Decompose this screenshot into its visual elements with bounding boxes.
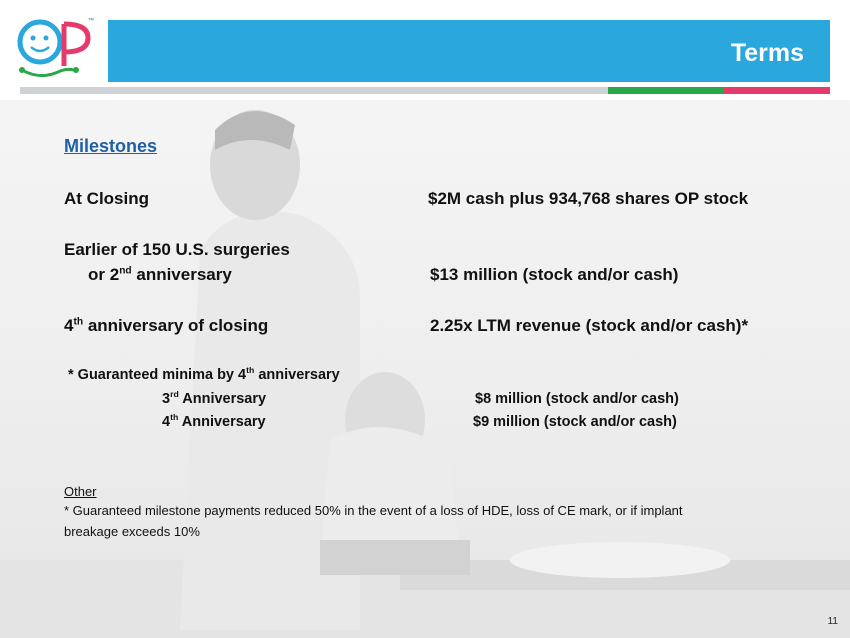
- fourth-anniversary-label: 4th anniversary of closing: [64, 316, 269, 335]
- fourth-anniversary-row-label: 4th Anniversary: [162, 412, 266, 430]
- other-note-line2: breakage exceeds 10%: [64, 524, 200, 539]
- closing-label: At Closing: [64, 189, 149, 208]
- fourth-anniversary-row-value: $9 million (stock and/or cash): [473, 414, 677, 430]
- earlier-value: $13 million (stock and/or cash): [430, 265, 679, 284]
- fourth-anniversary-value: 2.25x LTM revenue (stock and/or cash)*: [430, 316, 749, 335]
- other-note-line1: * Guaranteed milestone payments reduced 50% in the event of a loss of HDE, loss of CE mark, or if implant: [64, 503, 683, 518]
- closing-value: $2M cash plus 934,768 shares OP stock: [428, 189, 749, 208]
- third-anniversary-label: 3rd Anniversary: [162, 389, 267, 407]
- page-title: Terms: [730, 39, 804, 67]
- earlier-label-line2: or 2nd anniversary: [88, 265, 232, 284]
- guarantee-note: * Guaranteed minima by 4th anniversary: [68, 365, 340, 383]
- third-anniversary-value: $8 million (stock and/or cash): [475, 391, 679, 407]
- trademark-symbol: ™: [88, 18, 94, 24]
- milestones-heading: Milestones: [64, 136, 158, 156]
- earlier-label-line1: Earlier of 150 U.S. surgeries: [64, 240, 290, 259]
- other-heading: Other: [64, 484, 97, 499]
- page-number: 11: [827, 616, 838, 627]
